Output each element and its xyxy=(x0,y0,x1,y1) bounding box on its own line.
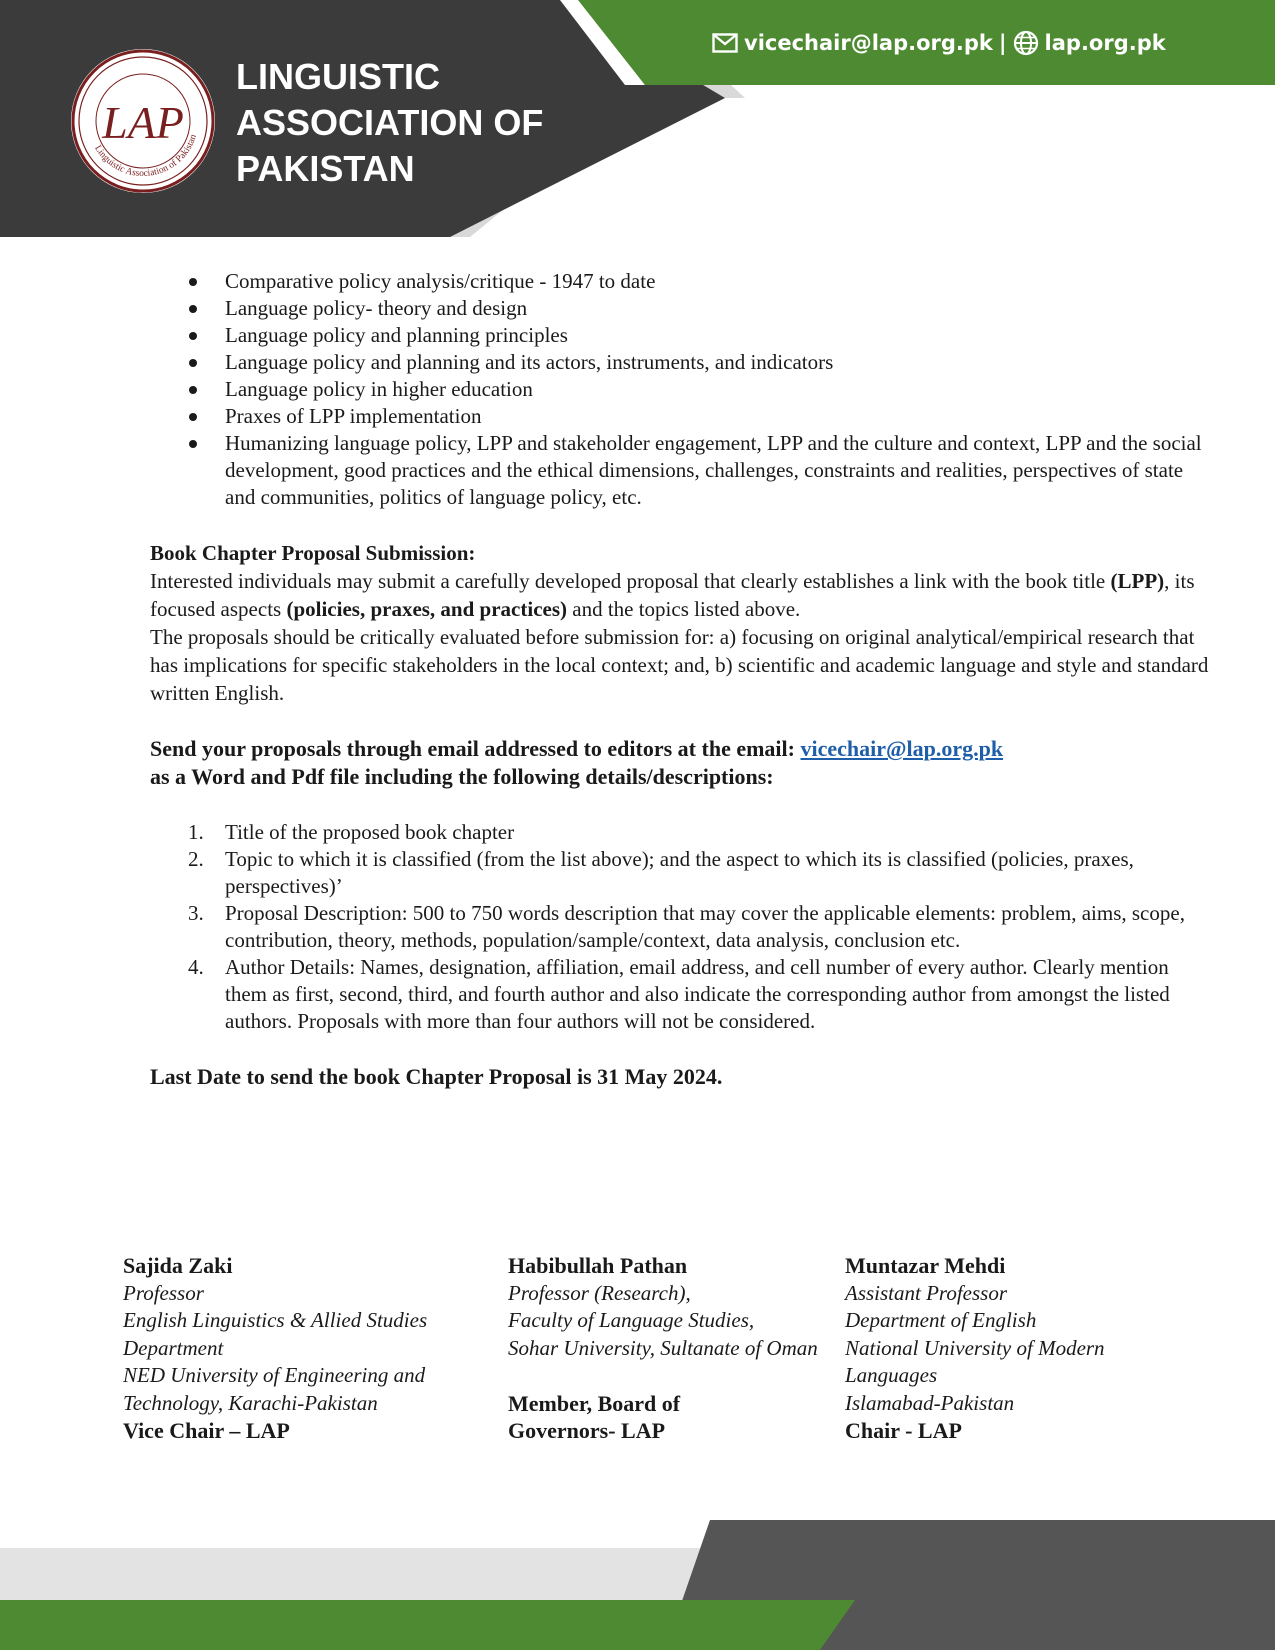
signatory-habibullah-pathan: Habibullah Pathan Professor (Research), Faculty of Language Studies, Sohar University, Sultanate of Oman Member, Board of Governors- LAP xyxy=(508,1252,838,1445)
bullet-icon xyxy=(189,386,197,394)
evaluation-paragraph: The proposals should be critically evaluated before submission for: a) focusing on original analytical/empirical research that has implications for specific stakeholders in the local context; and, b) scientific and academic language and style and standard written English. xyxy=(150,625,1209,705)
signatory-role: Chair - LAP xyxy=(845,1418,962,1443)
list-item: 4. Author Details: Names, designation, affiliation, email address, and cell number of every author. Clearly mention them as first, second, third, and fourth author and also indicate the corresponding author from amongst the listed authors. Proposals with more than four authors will not be considered. xyxy=(188,955,1170,1033)
contact-email[interactable]: vicechair@lap.org.pk xyxy=(744,31,993,55)
signatory-role: Member, Board of xyxy=(508,1390,681,1416)
org-name-line: LINGUISTIC xyxy=(236,56,440,97)
list-item: 3. Proposal Description: 500 to 750 words description that may cover the applicable elements: problem, aims, scope, contribution, theory, methods, population/sample/context, data analysis, conclusion etc. xyxy=(188,901,1185,952)
list-item: Humanizing language policy, LPP and stakeholder engagement, LPP and the culture and context, LPP and the social development, good practices and the ethical dimensions, challenges, constraints and realities, perspectives of state and communities, politics of language policy, etc. xyxy=(150,430,1210,511)
org-name-line: PAKISTAN xyxy=(236,148,415,189)
list-item: Language policy and planning and its actors, instruments, and indicators xyxy=(150,349,1210,376)
bullet-icon xyxy=(189,440,197,448)
logo-ring-text: Linguistic Association of Pakistan xyxy=(92,133,199,180)
list-item: Language policy in higher education xyxy=(150,376,1210,403)
signatory-sajida-zaki: Sajida Zaki Professor English Linguistics & Allied Studies Department NED University of Engineering and Technology, Karachi-Pakistan Vice Chair – LAP xyxy=(123,1252,483,1445)
signatory-role: Vice Chair – LAP xyxy=(123,1418,290,1443)
lap-logo xyxy=(70,48,216,194)
bullet-icon xyxy=(189,359,197,367)
contact-separator: | xyxy=(998,31,1007,55)
list-item: Language policy and planning principles xyxy=(150,322,1210,349)
globe-icon xyxy=(1013,30,1039,56)
org-name xyxy=(236,54,596,192)
org-name-line: ASSOCIATION OF xyxy=(236,102,544,143)
editor-email-link[interactable]: vicechair@lap.org.pk xyxy=(800,736,1004,761)
submission-title: Book Chapter Proposal Submission: xyxy=(150,541,476,565)
signatory-name: Sajida Zaki xyxy=(123,1253,233,1278)
send-instructions: Send your proposals through email addressed to editors at the email: vicechair@lap.org.pk as a Word and Pdf file including the following details/descriptions: xyxy=(150,736,1004,789)
main-content xyxy=(150,268,1210,1091)
logo-letters: LAP xyxy=(102,97,184,148)
bullet-icon xyxy=(189,413,197,421)
signatory-name: Muntazar Mehdi xyxy=(845,1253,1006,1278)
deadline-notice: Last Date to send the book Chapter Proposal is 31 May 2024. xyxy=(150,1064,723,1089)
footer-green-band xyxy=(0,1600,855,1650)
signatory-name: Habibullah Pathan xyxy=(508,1253,688,1278)
bullet-icon xyxy=(189,278,197,286)
topics-list xyxy=(150,268,1210,511)
bullet-icon xyxy=(189,332,197,340)
bullet-icon xyxy=(189,305,197,313)
submission-paragraph: Interested individuals may submit a carefully developed proposal that clearly establishes a link with the book title (LPP), its focused aspects (policies, praxes, and practices) and the topics listed above. xyxy=(150,569,1195,621)
envelope-icon xyxy=(712,33,738,53)
list-item: Praxes of LPP implementation xyxy=(150,403,1210,430)
list-item: Language policy- theory and design xyxy=(150,295,1210,322)
list-item: 2. Topic to which it is classified (from the list above); and the aspect to which its is classified (policies, praxes, perspectives)’ xyxy=(188,847,1134,898)
list-item: 1. Title of the proposed book chapter xyxy=(188,820,515,844)
signatory-role: Governors- LAP xyxy=(508,1418,666,1443)
list-item: Comparative policy analysis/critique - 1947 to date xyxy=(150,268,1210,295)
website-link[interactable]: lap.org.pk xyxy=(1044,31,1166,55)
signatory-muntazar-mehdi: Muntazar Mehdi Assistant Professor Department of English National University of Modern Languages Islamabad-Pakistan Chair - LAP xyxy=(845,1252,1185,1445)
details-list xyxy=(150,819,1210,1035)
header-contact xyxy=(712,26,1232,60)
